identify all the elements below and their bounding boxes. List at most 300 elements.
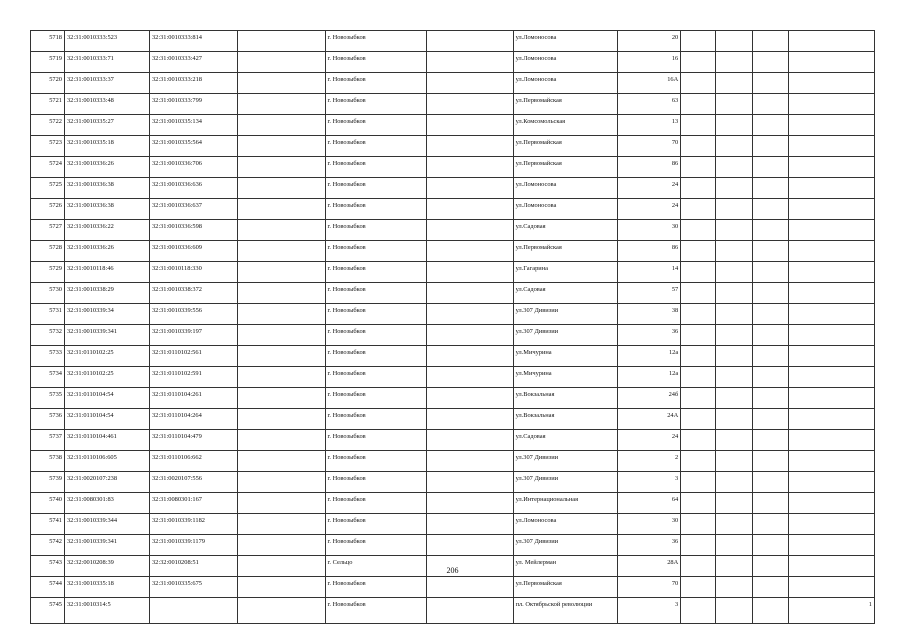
empty-cell — [716, 220, 752, 241]
empty-cell — [681, 199, 716, 220]
street: ул.307 Дивизии — [513, 325, 617, 346]
empty-cell — [238, 493, 325, 514]
locality: г. Новозыбков — [325, 388, 427, 409]
row-number: 5731 — [31, 304, 65, 325]
row-number: 5718 — [31, 31, 65, 52]
object-cadastral-number: 32:31:0010339:1182 — [149, 514, 237, 535]
row-number: 5740 — [31, 493, 65, 514]
house-number: 36 — [617, 535, 680, 556]
count-cell — [788, 430, 874, 451]
empty-cell — [681, 346, 716, 367]
object-cadastral-number: 32:31:0010333:814 — [149, 31, 237, 52]
locality: г. Новозыбков — [325, 346, 427, 367]
row-number: 5732 — [31, 325, 65, 346]
house-number: 28А — [617, 556, 680, 577]
count-cell — [788, 178, 874, 199]
street: ул.Садовая — [513, 283, 617, 304]
empty-cell — [681, 514, 716, 535]
street: ул.Мичурина — [513, 367, 617, 388]
street: ул.Комсомольская — [513, 115, 617, 136]
cadastral-number: 32:31:0010333:48 — [64, 94, 149, 115]
empty-cell — [238, 451, 325, 472]
count-cell — [788, 220, 874, 241]
empty-cell — [752, 493, 788, 514]
empty-cell — [681, 220, 716, 241]
object-cadastral-number: 32:31:0110102:591 — [149, 367, 237, 388]
count-cell — [788, 451, 874, 472]
empty-cell — [752, 367, 788, 388]
row-number: 5725 — [31, 178, 65, 199]
street: ул.Первомайская — [513, 136, 617, 157]
table-row — [31, 94, 875, 115]
cadastral-number: 32:31:0010333:523 — [64, 31, 149, 52]
object-cadastral-number: 32:31:0010336:706 — [149, 157, 237, 178]
locality: г. Новозыбков — [325, 283, 427, 304]
house-number: 3 — [617, 598, 680, 624]
empty-cell — [681, 136, 716, 157]
row-number: 5734 — [31, 367, 65, 388]
empty-cell — [238, 367, 325, 388]
cadastral-number: 32:31:0110102:25 — [64, 367, 149, 388]
empty-cell — [238, 31, 325, 52]
row-number: 5738 — [31, 451, 65, 472]
house-number: 30 — [617, 220, 680, 241]
empty-cell — [238, 514, 325, 535]
street: ул.307 Дивизии — [513, 304, 617, 325]
count-cell — [788, 493, 874, 514]
empty-cell — [716, 115, 752, 136]
object-cadastral-number: 32:31:0010333:218 — [149, 73, 237, 94]
empty-cell — [752, 73, 788, 94]
count-cell — [788, 262, 874, 283]
empty-cell — [427, 367, 513, 388]
empty-cell — [752, 430, 788, 451]
empty-cell — [681, 262, 716, 283]
row-number: 5737 — [31, 430, 65, 451]
table-row — [31, 535, 875, 556]
empty-cell — [238, 199, 325, 220]
locality: г. Новозыбков — [325, 52, 427, 73]
table-row — [31, 493, 875, 514]
row-number: 5730 — [31, 283, 65, 304]
street: ул.Первомайская — [513, 577, 617, 598]
house-number: 20 — [617, 31, 680, 52]
cadastral-number: 32:31:0010335:18 — [64, 136, 149, 157]
locality: г. Новозыбков — [325, 136, 427, 157]
empty-cell — [716, 598, 752, 624]
table-row — [31, 199, 875, 220]
locality: г. Новозыбков — [325, 577, 427, 598]
empty-cell — [752, 577, 788, 598]
empty-cell — [427, 220, 513, 241]
row-number: 5735 — [31, 388, 65, 409]
table-row — [31, 283, 875, 304]
house-number: 38 — [617, 304, 680, 325]
empty-cell — [681, 304, 716, 325]
count-cell — [788, 136, 874, 157]
empty-cell — [716, 535, 752, 556]
empty-cell — [681, 430, 716, 451]
house-number: 70 — [617, 577, 680, 598]
locality: г. Новозыбков — [325, 535, 427, 556]
empty-cell — [427, 430, 513, 451]
street: ул.Ломоносова — [513, 31, 617, 52]
table-row — [31, 598, 875, 624]
empty-cell — [427, 325, 513, 346]
empty-cell — [681, 73, 716, 94]
page-number: 206 — [446, 566, 459, 575]
empty-cell — [752, 52, 788, 73]
house-number: 13 — [617, 115, 680, 136]
locality: г. Новозыбков — [325, 451, 427, 472]
empty-cell — [427, 262, 513, 283]
cadastral-number: 32:31:0110104:461 — [64, 430, 149, 451]
table-row — [31, 367, 875, 388]
cadastral-number: 32:31:0080301:83 — [64, 493, 149, 514]
empty-cell — [681, 52, 716, 73]
house-number: 70 — [617, 136, 680, 157]
empty-cell — [681, 388, 716, 409]
count-cell — [788, 157, 874, 178]
row-number: 5733 — [31, 346, 65, 367]
object-cadastral-number: 32:32:0010208:51 — [149, 556, 237, 577]
table-row — [31, 262, 875, 283]
object-cadastral-number: 32:31:0010336:598 — [149, 220, 237, 241]
table-row — [31, 325, 875, 346]
locality: г. Новозыбков — [325, 220, 427, 241]
row-number: 5721 — [31, 94, 65, 115]
cadastral-number: 32:31:0110104:54 — [64, 388, 149, 409]
row-number: 5726 — [31, 199, 65, 220]
count-cell — [788, 409, 874, 430]
empty-cell — [238, 325, 325, 346]
empty-cell — [716, 367, 752, 388]
empty-cell — [752, 325, 788, 346]
object-cadastral-number: 32:31:0010333:799 — [149, 94, 237, 115]
table-row — [31, 31, 875, 52]
empty-cell — [752, 31, 788, 52]
empty-cell — [752, 220, 788, 241]
empty-cell — [681, 157, 716, 178]
empty-cell — [752, 178, 788, 199]
house-number: 24б — [617, 388, 680, 409]
empty-cell — [716, 430, 752, 451]
locality: г. Новозыбков — [325, 325, 427, 346]
table-row — [31, 472, 875, 493]
row-number: 5739 — [31, 472, 65, 493]
house-number: 86 — [617, 157, 680, 178]
empty-cell — [238, 220, 325, 241]
empty-cell — [716, 346, 752, 367]
empty-cell — [752, 262, 788, 283]
count-cell — [788, 94, 874, 115]
empty-cell — [427, 514, 513, 535]
empty-cell — [681, 577, 716, 598]
empty-cell — [427, 283, 513, 304]
empty-cell — [427, 472, 513, 493]
count-cell — [788, 472, 874, 493]
empty-cell — [752, 136, 788, 157]
count-cell — [788, 73, 874, 94]
street: ул.Интернациональная — [513, 493, 617, 514]
empty-cell — [716, 325, 752, 346]
street: ул.Ломоносова — [513, 73, 617, 94]
empty-cell — [238, 409, 325, 430]
house-number: 2 — [617, 451, 680, 472]
locality: г. Новозыбков — [325, 262, 427, 283]
object-cadastral-number: 32:31:0010339:1179 — [149, 535, 237, 556]
table-row — [31, 304, 875, 325]
empty-cell — [752, 535, 788, 556]
house-number: 30 — [617, 514, 680, 535]
empty-cell — [716, 241, 752, 262]
row-number: 5728 — [31, 241, 65, 262]
row-number: 5742 — [31, 535, 65, 556]
empty-cell — [427, 52, 513, 73]
empty-cell — [427, 136, 513, 157]
count-cell — [788, 577, 874, 598]
count-cell: 1 — [788, 598, 874, 624]
street: ул. Мейлерман — [513, 556, 617, 577]
empty-cell — [238, 346, 325, 367]
object-cadastral-number: 32:31:0080301:167 — [149, 493, 237, 514]
street: ул.Ломоносова — [513, 178, 617, 199]
object-cadastral-number: 32:31:0110104:261 — [149, 388, 237, 409]
cadastral-number: 32:31:0010339:344 — [64, 514, 149, 535]
empty-cell — [752, 241, 788, 262]
locality: г. Сельцо — [325, 556, 427, 577]
empty-cell — [427, 535, 513, 556]
count-cell — [788, 52, 874, 73]
row-number: 5727 — [31, 220, 65, 241]
row-number: 5723 — [31, 136, 65, 157]
object-cadastral-number: 32:31:0110106:662 — [149, 451, 237, 472]
house-number: 14 — [617, 262, 680, 283]
row-number: 5745 — [31, 598, 65, 624]
row-number: 5724 — [31, 157, 65, 178]
row-number: 5729 — [31, 262, 65, 283]
object-cadastral-number: 32:31:0110104:264 — [149, 409, 237, 430]
cadastral-number: 32:31:0010336:38 — [64, 199, 149, 220]
cadastral-number: 32:31:0010339:341 — [64, 325, 149, 346]
empty-cell — [427, 451, 513, 472]
empty-cell — [716, 472, 752, 493]
street: ул.Ломоносова — [513, 514, 617, 535]
street: ул.Ломоносова — [513, 52, 617, 73]
house-number: 24А — [617, 409, 680, 430]
empty-cell — [716, 304, 752, 325]
empty-cell — [238, 157, 325, 178]
empty-cell — [238, 430, 325, 451]
empty-cell — [238, 241, 325, 262]
cadastral-number: 32:31:0010336:26 — [64, 157, 149, 178]
empty-cell — [681, 241, 716, 262]
row-number: 5744 — [31, 577, 65, 598]
street: ул.Вокзальная — [513, 388, 617, 409]
row-number: 5741 — [31, 514, 65, 535]
cadastral-number: 32:31:0010314:5 — [64, 598, 149, 624]
empty-cell — [716, 409, 752, 430]
empty-cell — [681, 367, 716, 388]
empty-cell — [716, 199, 752, 220]
count-cell — [788, 115, 874, 136]
house-number: 16 — [617, 52, 680, 73]
locality: г. Новозыбков — [325, 178, 427, 199]
empty-cell — [427, 73, 513, 94]
empty-cell — [752, 346, 788, 367]
locality: г. Новозыбков — [325, 304, 427, 325]
empty-cell — [238, 304, 325, 325]
count-cell — [788, 199, 874, 220]
empty-cell — [752, 472, 788, 493]
table-row — [31, 157, 875, 178]
house-number: 12а — [617, 367, 680, 388]
house-number: 12а — [617, 346, 680, 367]
locality: г. Новозыбков — [325, 73, 427, 94]
table-body — [31, 31, 875, 624]
table-row — [31, 409, 875, 430]
house-number: 24 — [617, 199, 680, 220]
empty-cell — [752, 514, 788, 535]
count-cell — [788, 31, 874, 52]
locality: г. Новозыбков — [325, 493, 427, 514]
empty-cell — [238, 94, 325, 115]
cadastral-number: 32:31:0010118:46 — [64, 262, 149, 283]
street: ул.307 Дивизии — [513, 472, 617, 493]
empty-cell — [427, 157, 513, 178]
object-cadastral-number: 32:31:0010339:197 — [149, 325, 237, 346]
empty-cell — [427, 115, 513, 136]
count-cell — [788, 388, 874, 409]
locality: г. Новозыбков — [325, 472, 427, 493]
locality: г. Новозыбков — [325, 598, 427, 624]
house-number: 16А — [617, 73, 680, 94]
empty-cell — [716, 136, 752, 157]
empty-cell — [752, 283, 788, 304]
object-cadastral-number: 32:31:0010336:609 — [149, 241, 237, 262]
row-number: 5743 — [31, 556, 65, 577]
table-row — [31, 577, 875, 598]
table-row — [31, 115, 875, 136]
empty-cell — [681, 31, 716, 52]
object-cadastral-number: 32:31:0010335:564 — [149, 136, 237, 157]
empty-cell — [681, 598, 716, 624]
empty-cell — [752, 598, 788, 624]
cadastral-number: 32:31:0010336:38 — [64, 178, 149, 199]
house-number: 24 — [617, 178, 680, 199]
cadastral-number: 32:31:0020107:238 — [64, 472, 149, 493]
empty-cell — [716, 283, 752, 304]
count-cell — [788, 283, 874, 304]
object-cadastral-number: 32:31:0010335:134 — [149, 115, 237, 136]
registry-table — [30, 30, 875, 624]
street: ул.Первомайская — [513, 94, 617, 115]
empty-cell — [238, 73, 325, 94]
empty-cell — [238, 262, 325, 283]
house-number: 86 — [617, 241, 680, 262]
object-cadastral-number: 32:31:0010338:372 — [149, 283, 237, 304]
locality: г. Новозыбков — [325, 241, 427, 262]
street: ул.Садовая — [513, 220, 617, 241]
empty-cell — [752, 451, 788, 472]
empty-cell — [681, 409, 716, 430]
object-cadastral-number: 32:31:0010335:675 — [149, 577, 237, 598]
table-row — [31, 514, 875, 535]
empty-cell — [681, 178, 716, 199]
empty-cell — [238, 178, 325, 199]
cadastral-number: 32:31:0110104:54 — [64, 409, 149, 430]
empty-cell — [716, 493, 752, 514]
object-cadastral-number: 32:31:0010333:427 — [149, 52, 237, 73]
cadastral-number: 32:31:0010339:34 — [64, 304, 149, 325]
table-row — [31, 451, 875, 472]
empty-cell — [427, 409, 513, 430]
empty-cell — [716, 94, 752, 115]
empty-cell — [716, 388, 752, 409]
empty-cell — [427, 199, 513, 220]
empty-cell — [427, 346, 513, 367]
object-cadastral-number: 32:31:0010118:330 — [149, 262, 237, 283]
empty-cell — [681, 283, 716, 304]
street: ул.Ломоносова — [513, 199, 617, 220]
table-row — [31, 346, 875, 367]
empty-cell — [752, 157, 788, 178]
empty-cell — [716, 52, 752, 73]
locality: г. Новозыбков — [325, 94, 427, 115]
empty-cell — [427, 241, 513, 262]
empty-cell — [238, 577, 325, 598]
object-cadastral-number: 32:31:0110104:479 — [149, 430, 237, 451]
object-cadastral-number: 32:31:0010339:556 — [149, 304, 237, 325]
cadastral-number: 32:31:0010335:27 — [64, 115, 149, 136]
street: пл. Октябрьской революции — [513, 598, 617, 624]
cadastral-number: 32:31:0010336:22 — [64, 220, 149, 241]
empty-cell — [427, 178, 513, 199]
empty-cell — [752, 304, 788, 325]
table-row — [31, 178, 875, 199]
locality: г. Новозыбков — [325, 514, 427, 535]
house-number: 63 — [617, 94, 680, 115]
street: ул.Гагарина — [513, 262, 617, 283]
row-number: 5719 — [31, 52, 65, 73]
locality: г. Новозыбков — [325, 115, 427, 136]
locality: г. Новозыбков — [325, 409, 427, 430]
empty-cell — [681, 94, 716, 115]
empty-cell — [238, 52, 325, 73]
cadastral-number: 32:31:0110106:605 — [64, 451, 149, 472]
street: ул.Мичурина — [513, 346, 617, 367]
street: ул.Первомайская — [513, 241, 617, 262]
object-cadastral-number: 32:31:0020107:556 — [149, 472, 237, 493]
empty-cell — [681, 493, 716, 514]
count-cell — [788, 325, 874, 346]
row-number: 5722 — [31, 115, 65, 136]
street: ул.Первомайская — [513, 157, 617, 178]
empty-cell — [716, 73, 752, 94]
house-number: 57 — [617, 283, 680, 304]
cadastral-number: 32:31:0010339:341 — [64, 535, 149, 556]
row-number: 5720 — [31, 73, 65, 94]
empty-cell — [427, 598, 513, 624]
locality: г. Новозыбков — [325, 430, 427, 451]
table-row — [31, 220, 875, 241]
empty-cell — [681, 535, 716, 556]
locality: г. Новозыбков — [325, 367, 427, 388]
object-cadastral-number: 32:31:0010336:637 — [149, 199, 237, 220]
cadastral-number: 32:31:0010333:37 — [64, 73, 149, 94]
empty-cell — [716, 157, 752, 178]
empty-cell — [427, 94, 513, 115]
